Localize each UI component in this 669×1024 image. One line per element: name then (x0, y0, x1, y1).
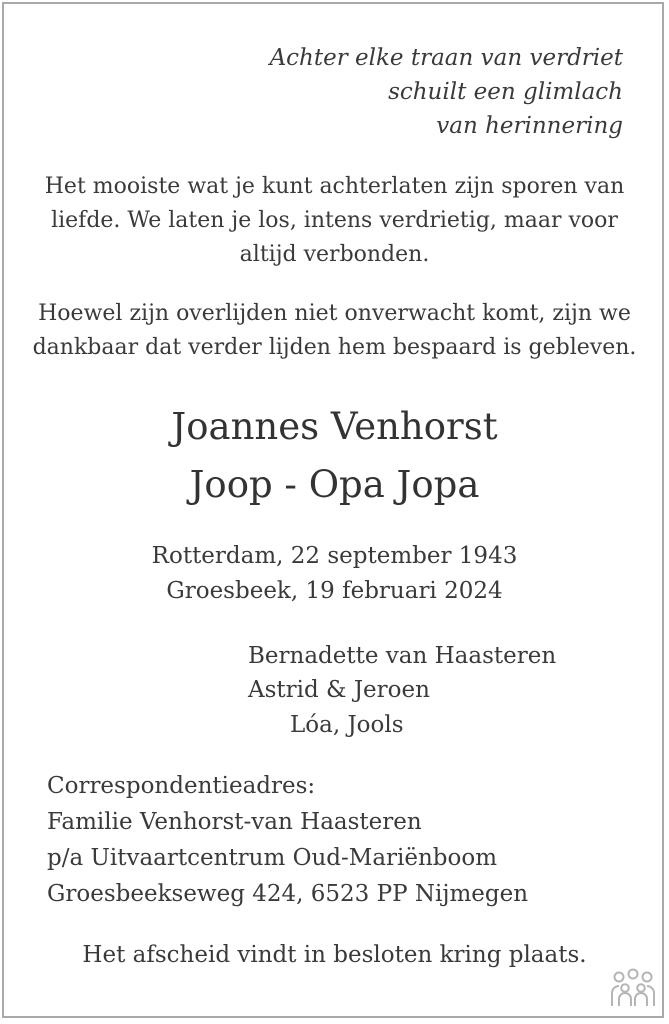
paragraph2-line-2: dankbaar dat verder lijden hem bespaard is gebleven. (32, 335, 637, 360)
farewell-text: Het afscheid vindt in besloten kring plaats. (82, 942, 587, 968)
paragraph1-line-1: Het mooiste wat je kunt achterlaten zijn sporen van (44, 174, 625, 199)
paragraph1-line-3: altijd verbonden. (239, 242, 430, 267)
family-line-1: Bernadette van Haasteren (248, 643, 557, 669)
correspondence-line-1: Familie Venhorst-van Haasteren (47, 809, 422, 835)
deceased-nickname: Joop - Opa Jopa (189, 463, 480, 506)
family-line-2: Astrid & Jeroen (248, 677, 430, 703)
deceased-full-name: Joannes Venhorst (171, 405, 498, 448)
people-group-icon (608, 966, 658, 1010)
correspondence-line-2: p/a Uitvaartcentrum Oud-Mariënboom (47, 845, 498, 871)
poem-line-1: Achter elke traan van verdriet (269, 45, 623, 71)
death-date: Groesbeek, 19 februari 2024 (166, 578, 503, 604)
correspondence-line-3: Groesbeekseweg 424, 6523 PP Nijmegen (47, 881, 529, 907)
poem-line-2: schuilt een glimlach (388, 79, 623, 105)
paragraph2-line-1: Hoewel zijn overlijden niet onverwacht komt, zijn we (38, 301, 631, 326)
birth-date: Rotterdam, 22 september 1943 (151, 543, 518, 569)
paragraph1-line-2: liefde. We laten je los, intens verdrietig, maar voor (51, 208, 618, 233)
poem-line-3: van herinnering (436, 113, 623, 139)
family-line-3: Lóa, Jools (290, 712, 404, 738)
correspondence-label: Correspondentieadres: (47, 773, 316, 799)
